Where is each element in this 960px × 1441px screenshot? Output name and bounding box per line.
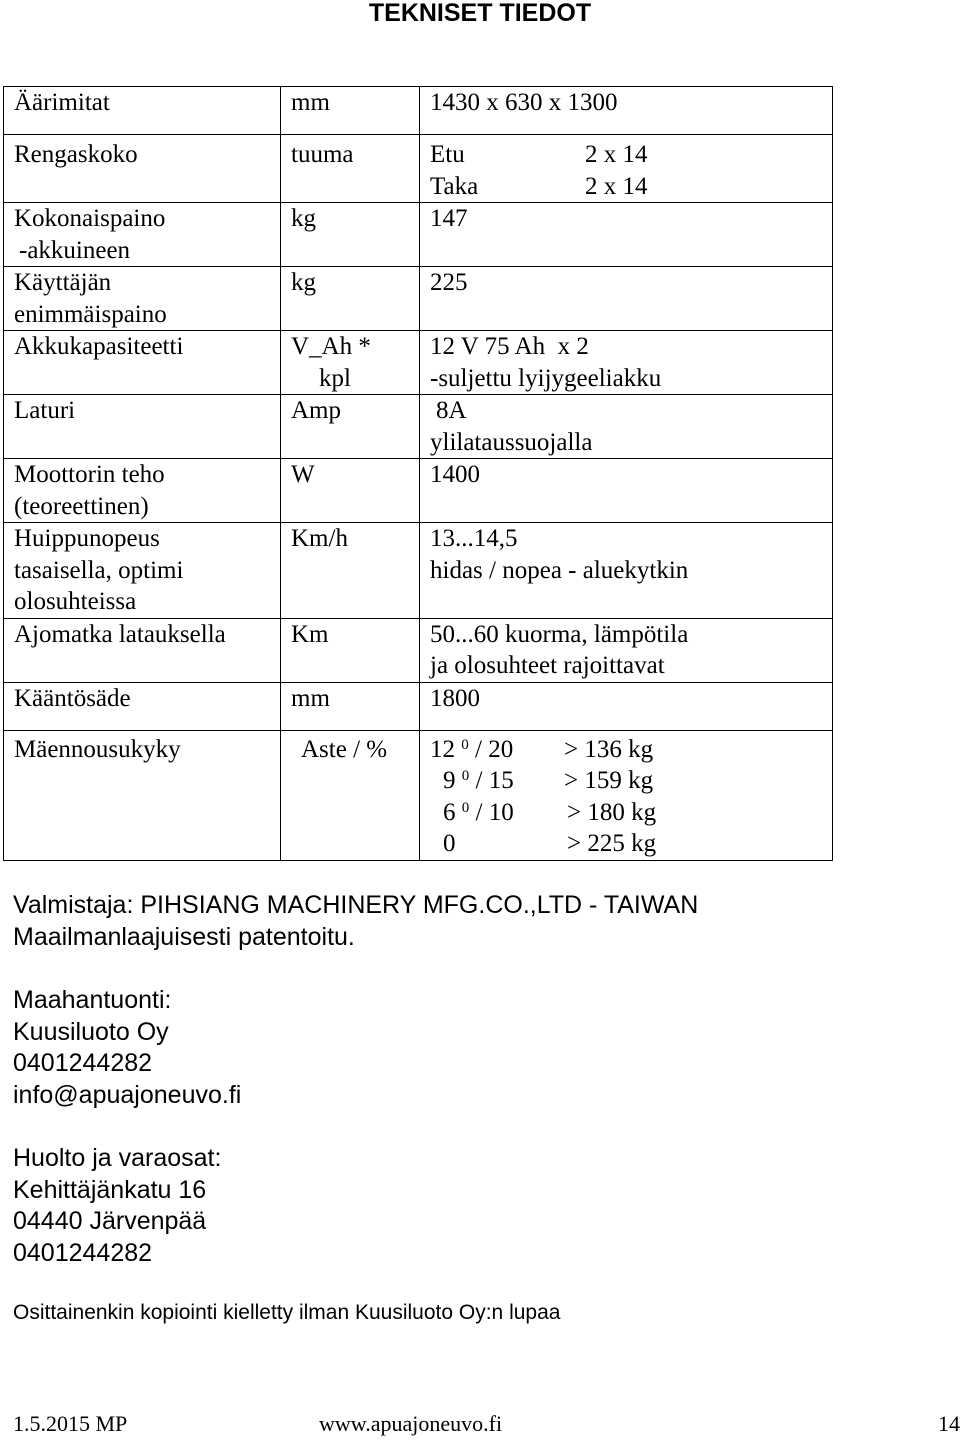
service-city: 04440 Järvenpää [13,1207,207,1235]
page-title: TEKNISET TIEDOT [368,0,592,27]
importer-phone: 0401244282 [13,1049,153,1077]
table-row [4,87,833,135]
patent-line: Maailmanlaajuisesti patentoitu. [13,922,355,951]
spec-unit: kg [281,267,420,331]
spec-unit: tuuma [281,135,420,203]
spec-value: 1800 [420,682,833,730]
table-row [4,682,833,730]
spec-label: Laturi [4,395,281,459]
spec-unit: Km/h [281,523,420,619]
spec-value: 1430 x 630 x 1300 [420,87,833,135]
spec-value: 1400 [420,459,833,523]
table-row [4,618,833,682]
copyright-notice: Osittainenkin kopiointi kielletty ilman Kuusiluoto Oy:n lupaa [13,1301,561,1324]
table-row [4,523,833,619]
spec-table [3,86,833,861]
page-footer [13,1411,960,1441]
footer-date: 1.5.2015 MP [13,1411,128,1436]
spec-value: 225 [420,267,833,331]
table-row [4,730,833,860]
spec-label: Käyttäjän enimmäispaino [4,267,281,331]
footer-page-number: 14 [938,1411,960,1436]
service-phone: 0401244282 [13,1238,153,1267]
spec-unit: kg [281,203,420,267]
spec-unit: V_Ah * kpl [281,331,420,395]
tire-rear: Taka 2 x 14 [430,172,648,200]
table-row [4,203,833,267]
spec-value: 147 [420,203,833,267]
table-row [4,459,833,523]
climb-row: 0 > 225 kg [443,830,657,857]
climb-row: 12 $^0$ / 20 > 136 kg [430,735,654,763]
service-heading: Huolto ja varaosat: [13,1144,222,1172]
spec-value: 50...60 kuorma, lämpötila ja olosuhteet rajoittavat [420,618,833,682]
importer-heading: Maahantuonti: [13,986,172,1014]
spec-label: Kokonaispaino -akkuineen [4,203,281,267]
spec-label: Akkukapasiteetti [4,331,281,395]
spec-unit: mm [281,87,420,135]
spec-value: 12 V 75 Ah x 2 -suljettu lyijygeeliakku [420,331,833,395]
spec-value [420,135,833,203]
spec-label: Moottorin teho (teoreettinen) [4,459,281,523]
table-row [4,395,833,459]
spec-label: Kääntösäde [4,682,281,730]
spec-label: Mäennousukyky [4,730,281,860]
manufacturer-line: Valmistaja: PIHSIANG MACHINERY MFG.CO.,LTD - TAIWAN [13,891,699,919]
spec-label: Rengaskoko [4,135,281,203]
spec-value: 13...14,5 hidas / nopea - aluekytkin [420,523,833,619]
spec-unit: Amp [281,395,420,459]
spec-unit: W [281,459,420,523]
spec-unit: Aste / % [281,730,420,860]
spec-value: 8A ylilataussuojalla [420,395,833,459]
service-block [13,1143,221,1269]
importer-email: info@apuajoneuvo.fi [13,1080,242,1109]
spec-label: Huippunopeus tasaisella, optimi olosuhteissa [4,523,281,619]
climb-row: 9 $^0$ / 15 > 159 kg [443,767,654,794]
spec-label: Ajomatka latauksella [4,618,281,682]
table-row [4,331,833,395]
importer-block [13,985,241,1111]
spec-value [420,730,833,860]
spec-unit: Km [281,618,420,682]
climb-row: 6 $^0$ / 10 > 180 kg [443,798,657,826]
manufacturer-block [13,890,698,953]
tire-front: Etu 2 x 14 [430,141,648,168]
footer-website: www.apuajoneuvo.fi [319,1411,503,1436]
table-row [4,135,833,203]
service-street: Kehittäjänkatu 16 [13,1175,207,1204]
importer-company: Kuusiluoto Oy [13,1017,169,1046]
table-row [4,267,833,331]
spec-label: Äärimitat [4,87,281,135]
spec-unit: mm [281,682,420,730]
